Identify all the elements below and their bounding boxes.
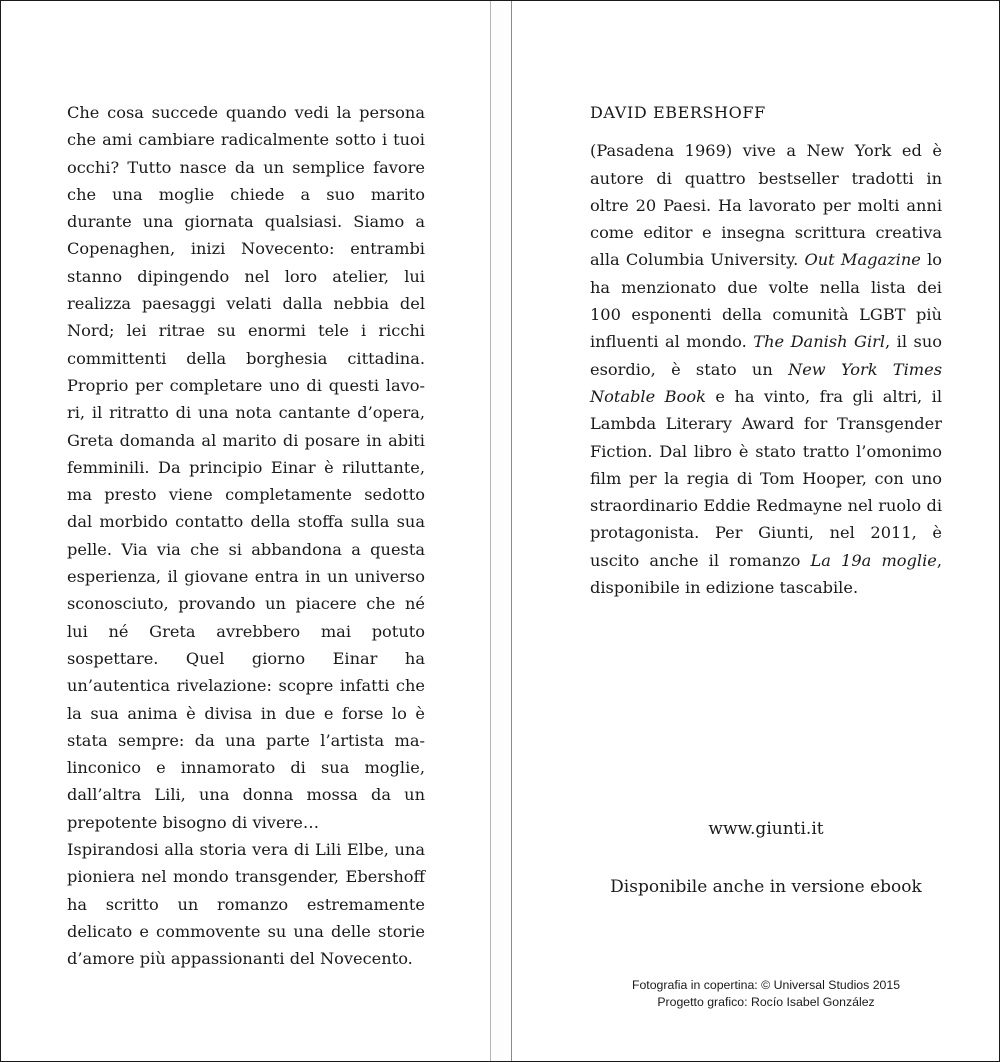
- bio-text-4: e ha vinto, fra gli altri, il Lambda Literary Award for Transgender Fiction. Dal libro è stato tratto l’omonimo film per la regia di Tom Hooper, con uno straordinario Eddie Redmayne nel ruolo di protagonista. Per Giunti, nel 2011, è uscito anche il romanzo: [590, 386, 943, 570]
- publisher-website: www.giunti.it: [708, 819, 824, 839]
- bio-text-5: , disponibile in edizione tascabile.: [590, 550, 942, 598]
- synopsis-paragraph-1: Che cosa succede quando vedi la persona che ami cambiare radicalmente sotto i tuoi occhi? Tutto nasce da un semplice favore che una moglie chiede a suo marito durante una giornata qualsiasi. Siamo a Copenaghen, inizi Novecento: entrambi stanno dipingendo nel loro atelier, lui realizza paesaggi velati dalla nebbia del Nord; lei ritrae su enormi tele i ricchi committenti della borghesia cittadina. Proprio per completare uno di questi lavori, il ritratto di una nota cantante d’opera, Greta domanda al marito di posare in abiti femminili. Da principio Einar è riluttante, ma presto viene completamente sedotto dal morbido contatto della stoffa sulla sua pelle. Via via che si abbandona a questa esperienza, il giovane entra in un universo sconosciuto, provando un piacere che né lui né Greta avrebbero mai potuto sospettare. Quel giorno Einar ha un’autentica rivelazione: scopre infatti che la sua anima è divisa in due e forse lo è stata sempre: da una parte l’artista malinconico e innamorato di sua moglie, dall’altra Lili, una donna mossa da un prepotente bisogno di vivere…: [67, 103, 425, 832]
- bio-magazine-title: Out Magazine: [804, 250, 921, 270]
- right-flap-author: [590, 99, 942, 601]
- left-flap-synopsis: [67, 99, 425, 973]
- ebook-availability-note: Disponibile anche in versione ebook: [610, 877, 922, 897]
- bio-novel-title: La 19a moglie: [810, 550, 937, 570]
- bio-book-title: The Danish Girl: [753, 332, 886, 352]
- bio-text-1: (Pasadena 1969) vive a New York ed è autore di quattro bestseller tradotti in oltre 20 Paesi. Ha lavorato per molti anni come editor e insegna scrittura creativa alla Columbia University.: [590, 141, 942, 270]
- bio-nyt-title: New York Times Notable Book: [590, 359, 942, 406]
- cover-photo-credit: Fotografia in copertina: © Universal Studios 2015: [631, 978, 901, 992]
- synopsis-paragraph-2: Ispirandosi alla storia vera di Lili Elbe, una pioniera nel mondo transgender, Ebershoff ha scritto un romanzo estremamente delicato e commovente su una delle storie d’amore più appassionanti del Novecento.: [67, 840, 425, 969]
- author-name: DAVID EBERSHOFF: [590, 103, 766, 122]
- credits-block: [590, 977, 942, 1011]
- page-fold-divider: [490, 1, 512, 1061]
- author-bio: [590, 137, 942, 601]
- bio-text-2: lo ha menzionato due volte nella lista dei 100 esponenti della comunità LGBT più influenti al mondo.: [590, 250, 943, 352]
- bio-text-3: , il suo esordio, è stato un: [590, 332, 942, 379]
- graphic-design-credit: Progetto grafico: Rocío Isabel González: [657, 995, 875, 1009]
